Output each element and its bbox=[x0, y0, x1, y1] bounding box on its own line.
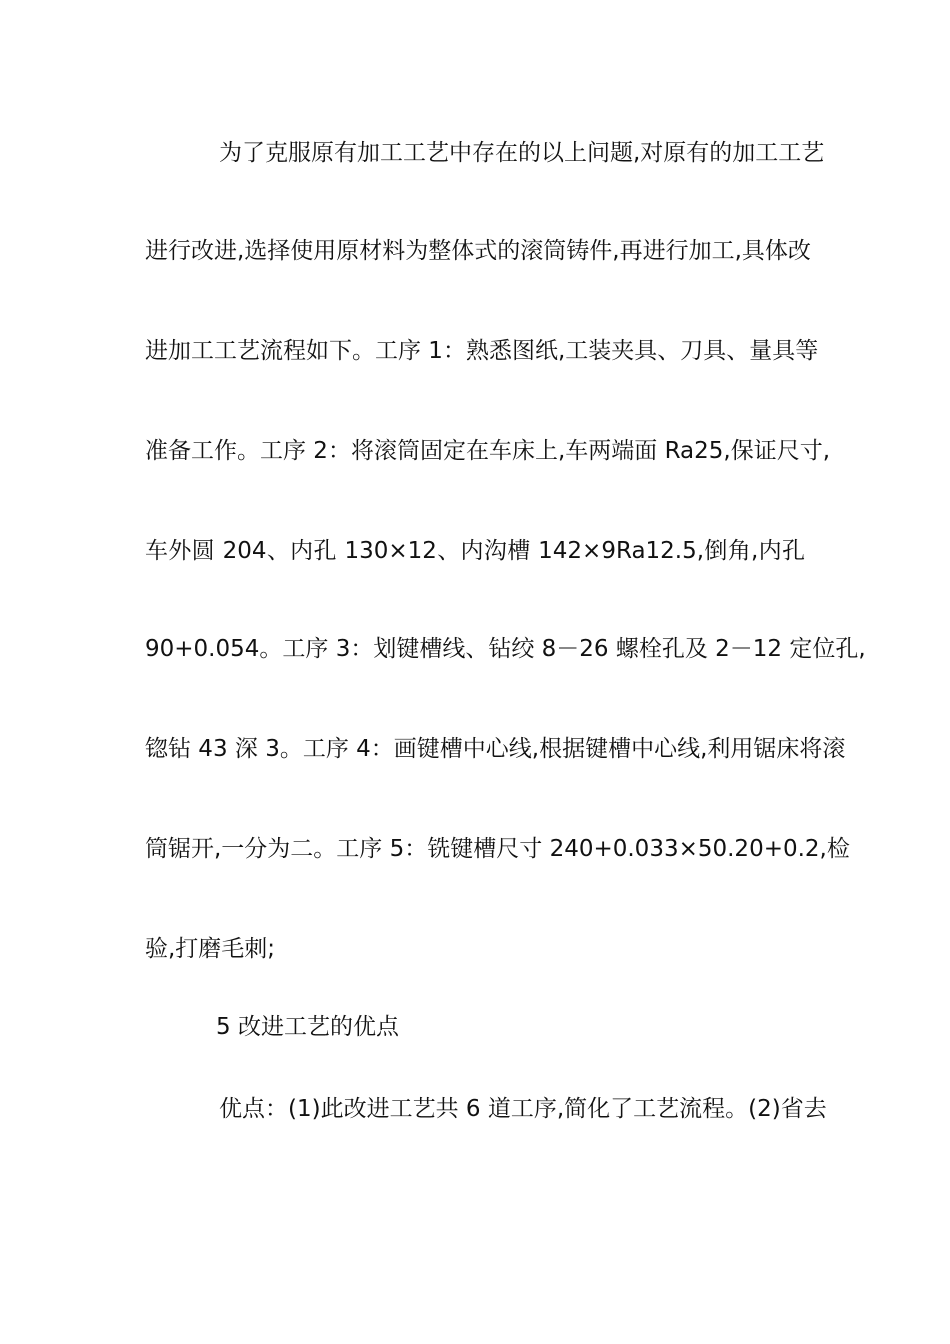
paragraph-line: 验,打磨毛刺; bbox=[145, 936, 276, 962]
paragraph-line: 90+0.054。工序 3：划键槽线、钻绞 8－26 螺栓孔及 2－12 定位孔, bbox=[145, 636, 866, 662]
paragraph-line: 车外圆 204、内孔 130×12、内沟槽 142×9Ra12.5,倒角,内孔 bbox=[145, 538, 805, 564]
paragraph-line: 进行改进,选择使用原材料为整体式的滚筒铸件,再进行加工,具体改 bbox=[145, 238, 811, 264]
paragraph-line: 为了克服原有加工工艺中存在的以上问题,对原有的加工工艺 bbox=[219, 140, 825, 166]
paragraph-line: 进加工工艺流程如下。工序 1：熟悉图纸,工装夹具、刀具、量具等 bbox=[145, 338, 819, 364]
paragraph-line: 准备工作。工序 2：将滚筒固定在车床上,车两端面 Ra25,保证尺寸, bbox=[145, 438, 831, 464]
section-heading: 5 改进工艺的优点 bbox=[216, 1014, 399, 1040]
paragraph-line: 锪钻 43 深 3。工序 4：画键槽中心线,根据键槽中心线,利用锯床将滚 bbox=[145, 736, 846, 762]
paragraph-line: 筒锯开,一分为二。工序 5：铣键槽尺寸 240+0.033×50.20+0.2,检 bbox=[145, 836, 850, 862]
paragraph-line: 优点：(1)此改进工艺共 6 道工序,简化了工艺流程。(2)省去 bbox=[219, 1096, 827, 1122]
